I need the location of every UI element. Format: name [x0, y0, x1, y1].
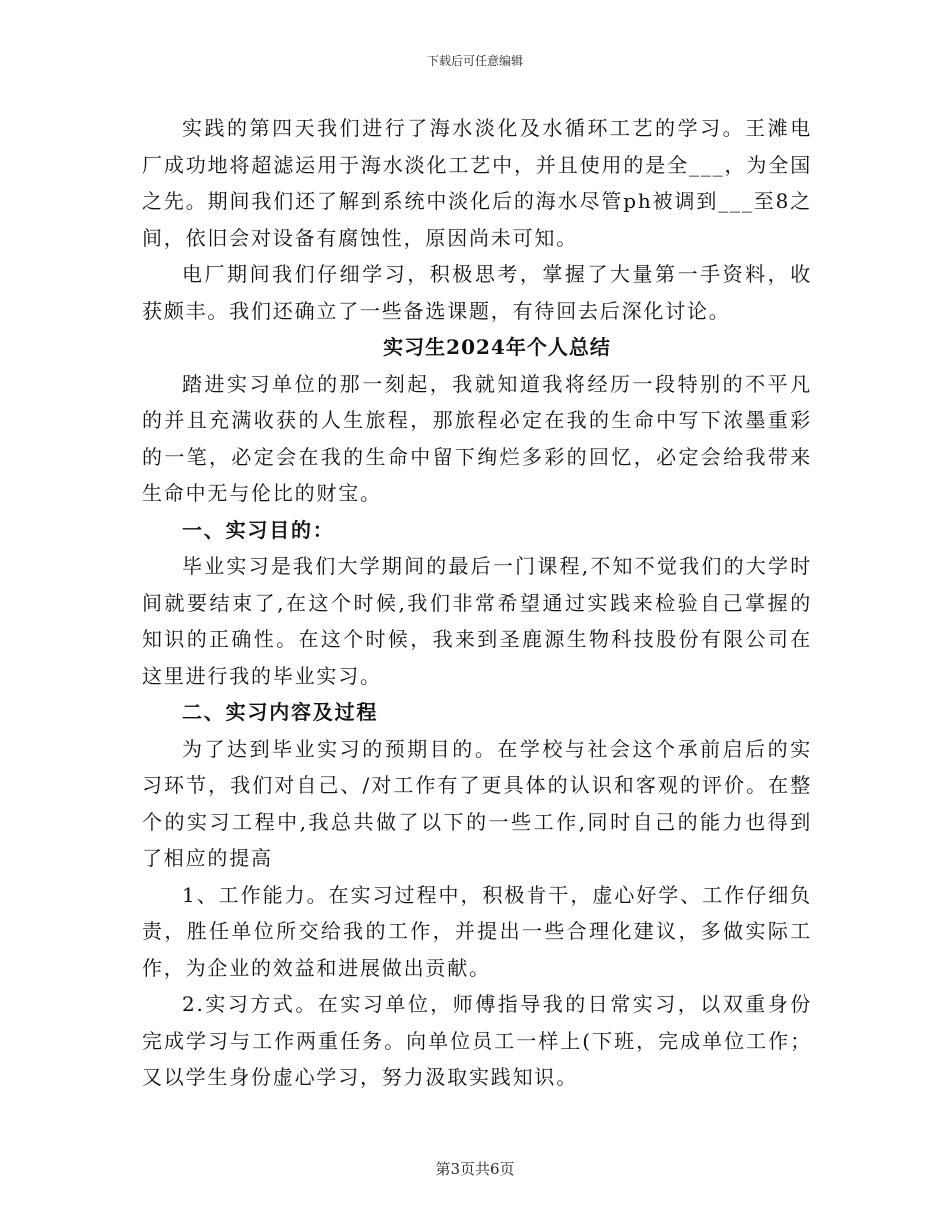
paragraph-intro: 踏进实习单位的那一刻起，我就知道我将经历一段特别的不平凡的并且充满收获的人生旅程，那旅程必定在我的生命中写下浓墨重彩的一笔，必定会在我的生命中留下绚烂多彩的回忆，必定会给我带来生命中无与伦比的财宝。: [142, 371, 812, 505]
page-header-note: 下载后可任意编辑: [426, 54, 523, 68]
paragraph-content: 为了达到毕业实习的预期目的。在学校与社会这个承前启后的实习环节，我们对自己、/对工作有了更具体的认识和客观的评价。在整个的实习工程中,我总共做了以下的一些工作,同时自己的能力也得到了相应的提高: [142, 736, 812, 870]
paragraph-work-ability: 1、工作能力。在实习过程中，积极肯干，虚心好学、工作仔细负责，胜任单位所交给我的工作，并提出一些合理化建议，多做实际工作，为企业的效益和进展做出贡献。: [142, 882, 812, 980]
paragraph-purpose: 毕业实习是我们大学期间的最后一门课程,不知不觉我们的大学时间就要结束了,在这个时候,我们非常希望通过实践来检验自己掌握的知识的正确性。在这个时候，我来到圣鹿源生物科技股份有限公司在这里进行我的毕业实习。: [142, 554, 812, 688]
document-title: 实习生2024年个人总结: [383, 335, 611, 359]
paragraph-internship-method: 2.实习方式。在实习单位，师傅指导我的日常实习，以双重身份完成学习与工作两重任务。向单位员工一样上(下班，完成单位工作；又以学生身份虚心学习，努力汲取实践知识。: [142, 992, 812, 1089]
section-heading-purpose: 一、实习目的：: [182, 517, 335, 542]
document-body: [142, 110, 812, 1096]
paragraph-seawater-desalination: 实践的第四天我们进行了海水淡化及水循环工艺的学习。王滩电厂成功地将超滤运用于海水淡化工艺中，并且使用的是全___，为全国之先。期间我们还了解到系统中淡化后的海水尽管ph被调到___至8之间，依旧会对设备有腐蚀性，原因尚未可知。: [142, 116, 812, 250]
section-heading-content: 二、实习内容及过程: [182, 700, 379, 724]
paragraph-power-plant-summary: 电厂期间我们仔细学习，积极思考，掌握了大量第一手资料，收获颇丰。我们还确立了一些备选课题，有待回去后深化讨论。: [142, 262, 812, 323]
page-number: 第3页共6页: [435, 1160, 515, 1178]
